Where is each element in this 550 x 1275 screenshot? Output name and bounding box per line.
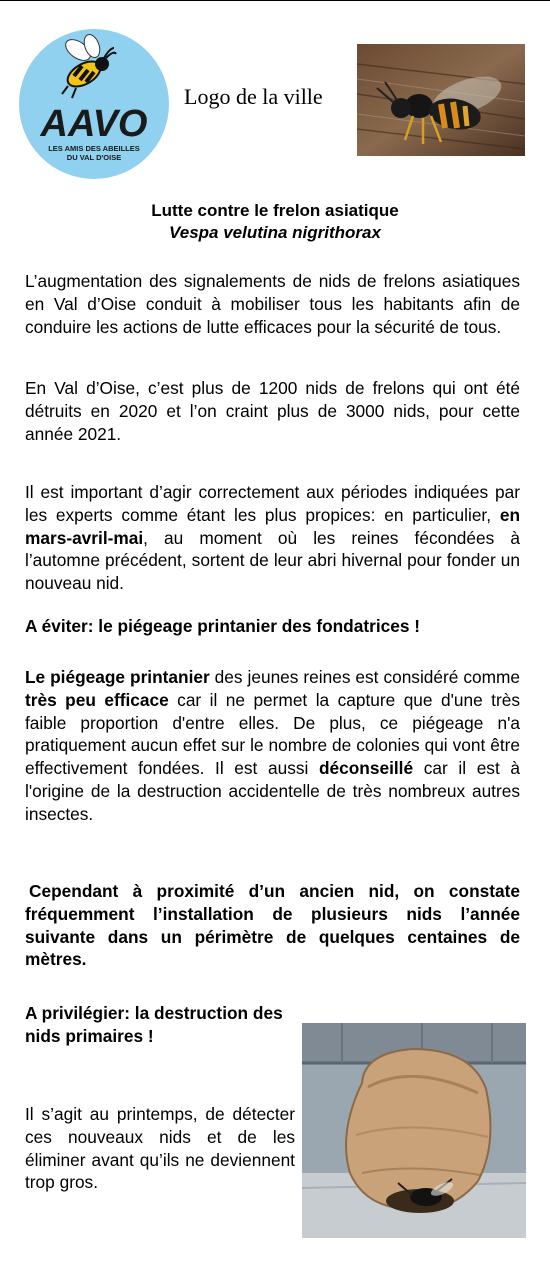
hornet-photo xyxy=(357,44,525,156)
heading-prefer: A privilégier: la destruction des nids primaires ! xyxy=(25,1003,283,1046)
trapping-inefficient: très peu efficace xyxy=(25,689,169,710)
paragraph-timing xyxy=(25,481,520,595)
paragraph-primary-nests: Il s’agit au printemps, de détecter ces nouveaux nids et de les éliminer avant qu’ils ne deviennent trop gros. xyxy=(25,1104,295,1193)
document-title xyxy=(0,200,550,244)
nest-photo xyxy=(302,1023,526,1238)
paragraph-statistics: En Val d’Oise, c’est plus de 1200 nids de frelons qui ont été détruits en 2020 et l’on craint plus de 3000 nids, pour cette année 2021. xyxy=(25,378,520,444)
timing-text-a: Il est important d’agir correctement aux périodes indiquées par les experts comme étant les plus propices: en particulier, xyxy=(25,482,520,525)
logo-ville-placeholder: Logo de la ville xyxy=(184,84,323,109)
trapping-discouraged: déconseillé xyxy=(318,758,414,779)
title-main: Lutte contre le frelon asiatique xyxy=(151,201,399,220)
trapping-term: Le piégeage printanier xyxy=(25,667,210,687)
timing-highlight: en mars-avril-mai xyxy=(25,504,520,548)
logo-tagline-1: LES AMIS DES ABEILLES xyxy=(48,144,140,153)
heading-avoid: A éviter: le piégeage printanier des fondatrices ! xyxy=(25,616,421,636)
trapping-text-b: des jeunes reines est considéré comme xyxy=(209,667,520,687)
trapping-text-f: car il est à l'origine de la destruction accidentelle de très nombreux autres insectes. xyxy=(25,758,520,824)
title-species: Vespa velutina nigrithorax xyxy=(169,223,381,242)
paragraph-intro: L’augmentation des signalements de nids de frelons asiatiques en Val d’Oise conduit à mobiliser tous les habitants afin de conduire les actions de lutte efficaces pour la sécurité de tous. xyxy=(25,271,520,337)
top-border xyxy=(0,0,550,1)
logo-aavo-text: AAVO xyxy=(40,103,148,145)
trapping-text-d: car il ne permet la capture que d'une très faible proportion d'entre elles. De plus, ce piégeage n'a pratiquement aucun effet sur le nombre de colonies qui vont être effectivement fondées. Il est aussi xyxy=(25,689,520,779)
logo-tagline-2: DU VAL D'OISE xyxy=(66,153,122,162)
paragraph-old-nest: Cependant à proximité d’un ancien nid, on constate fréquemment l’installation de plusieurs nids l’année suivante dans un périmètre de quelques centaines de mètres. xyxy=(25,881,520,970)
paragraph-trapping xyxy=(25,666,520,826)
timing-text-c: , au moment où les reines fécondées à l’automne précédent, sortent de leur abri hivernal pour fonder un nouveau nid. xyxy=(25,527,520,594)
aavo-logo xyxy=(18,28,170,180)
